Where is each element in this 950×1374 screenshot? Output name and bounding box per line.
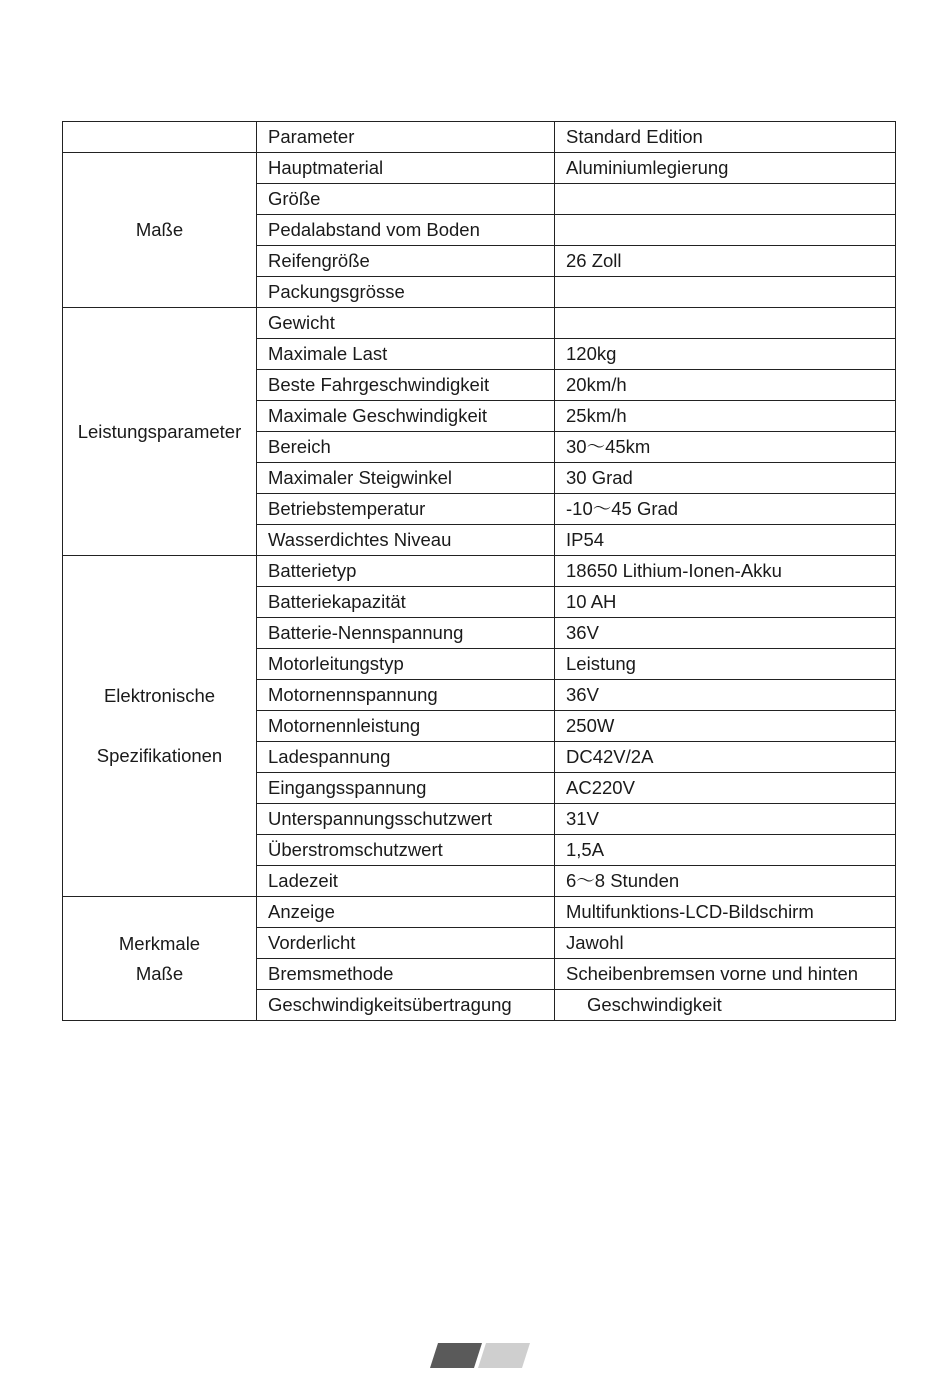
param-cell: Batterie-Nennspannung bbox=[257, 618, 555, 649]
param-cell: Ladezeit bbox=[257, 866, 555, 897]
value-cell: 18650 Lithium-Ionen-Akku bbox=[555, 556, 896, 587]
param-cell: Motornennspannung bbox=[257, 680, 555, 711]
param-cell: Reifengröße bbox=[257, 246, 555, 277]
value-cell: Jawohl bbox=[555, 928, 896, 959]
header-parameter: Parameter bbox=[257, 122, 555, 153]
param-cell: Pedalabstand vom Boden bbox=[257, 215, 555, 246]
value-cell: 30～45km bbox=[555, 432, 896, 463]
param-cell: Anzeige bbox=[257, 897, 555, 928]
value-cell: Aluminiumlegierung bbox=[555, 153, 896, 184]
param-cell: Maximale Last bbox=[257, 339, 555, 370]
value-cell: 20km/h bbox=[555, 370, 896, 401]
group-label-elektronische-spezifikationen bbox=[63, 556, 257, 897]
header-standard-edition: Standard Edition bbox=[555, 122, 896, 153]
group-label-line: Leistungsparameter bbox=[77, 420, 242, 442]
value-cell: Leistung bbox=[555, 649, 896, 680]
table-row bbox=[63, 897, 896, 928]
value-cell bbox=[555, 277, 896, 308]
value-cell: Geschwindigkeit bbox=[555, 990, 896, 1021]
value-cell: -10～45 Grad bbox=[555, 494, 896, 525]
group-label-merkmale-masse bbox=[63, 897, 257, 1021]
value-cell: IP54 bbox=[555, 525, 896, 556]
param-cell: Geschwindigkeitsübertragung bbox=[257, 990, 555, 1021]
value-cell bbox=[555, 184, 896, 215]
param-cell: Beste Fahrgeschwindigkeit bbox=[257, 370, 555, 401]
value-cell: 36V bbox=[555, 618, 896, 649]
param-cell: Bereich bbox=[257, 432, 555, 463]
param-cell: Hauptmaterial bbox=[257, 153, 555, 184]
table-row bbox=[63, 153, 896, 184]
value-cell: 30 Grad bbox=[555, 463, 896, 494]
value-cell: 250W bbox=[555, 711, 896, 742]
param-cell: Motornennleistung bbox=[257, 711, 555, 742]
value-cell: 25km/h bbox=[555, 401, 896, 432]
value-cell: Multifunktions-LCD-Bildschirm bbox=[555, 897, 896, 928]
page-mark-light-segment bbox=[478, 1343, 530, 1368]
value-cell bbox=[555, 308, 896, 339]
header-blank-cell bbox=[63, 122, 257, 153]
page-mark-dark-segment bbox=[430, 1343, 482, 1368]
group-label-line: Spezifikationen bbox=[96, 745, 223, 766]
value-cell: 26 Zoll bbox=[555, 246, 896, 277]
param-cell: Bremsmethode bbox=[257, 959, 555, 990]
param-cell: Maximaler Steigwinkel bbox=[257, 463, 555, 494]
param-cell: Maximale Geschwindigkeit bbox=[257, 401, 555, 432]
table-header-row bbox=[63, 122, 896, 153]
table-row bbox=[63, 308, 896, 339]
param-cell: Motorleitungstyp bbox=[257, 649, 555, 680]
group-label-line: Merkmale bbox=[118, 932, 201, 954]
param-cell: Größe bbox=[257, 184, 555, 215]
group-label-line: Elektronische bbox=[103, 685, 216, 706]
group-label-masse bbox=[63, 153, 257, 308]
param-cell: Eingangsspannung bbox=[257, 773, 555, 804]
value-cell: DC42V/2A bbox=[555, 742, 896, 773]
param-cell: Packungsgrösse bbox=[257, 277, 555, 308]
group-label-line: Maße bbox=[135, 219, 184, 240]
value-cell: 6～8 Stunden bbox=[555, 866, 896, 897]
param-cell: Gewicht bbox=[257, 308, 555, 339]
spec-table bbox=[62, 121, 896, 1021]
table-row bbox=[63, 556, 896, 587]
group-label-line: Maße bbox=[135, 962, 184, 984]
param-cell: Vorderlicht bbox=[257, 928, 555, 959]
param-cell: Ladespannung bbox=[257, 742, 555, 773]
value-cell: 10 AH bbox=[555, 587, 896, 618]
value-cell: 36V bbox=[555, 680, 896, 711]
page-mark-graphic bbox=[430, 1343, 530, 1368]
value-cell: 1,5A bbox=[555, 835, 896, 866]
param-cell: Batterietyp bbox=[257, 556, 555, 587]
param-cell: Überstromschutzwert bbox=[257, 835, 555, 866]
param-cell: Unterspannungsschutzwert bbox=[257, 804, 555, 835]
param-cell: Wasserdichtes Niveau bbox=[257, 525, 555, 556]
param-cell: Betriebstemperatur bbox=[257, 494, 555, 525]
value-cell: 31V bbox=[555, 804, 896, 835]
group-label-leistungsparameter bbox=[63, 308, 257, 556]
value-cell bbox=[555, 215, 896, 246]
value-cell: 120kg bbox=[555, 339, 896, 370]
param-cell: Batteriekapazität bbox=[257, 587, 555, 618]
value-cell: AC220V bbox=[555, 773, 896, 804]
value-cell: Scheibenbremsen vorne und hinten bbox=[555, 959, 896, 990]
